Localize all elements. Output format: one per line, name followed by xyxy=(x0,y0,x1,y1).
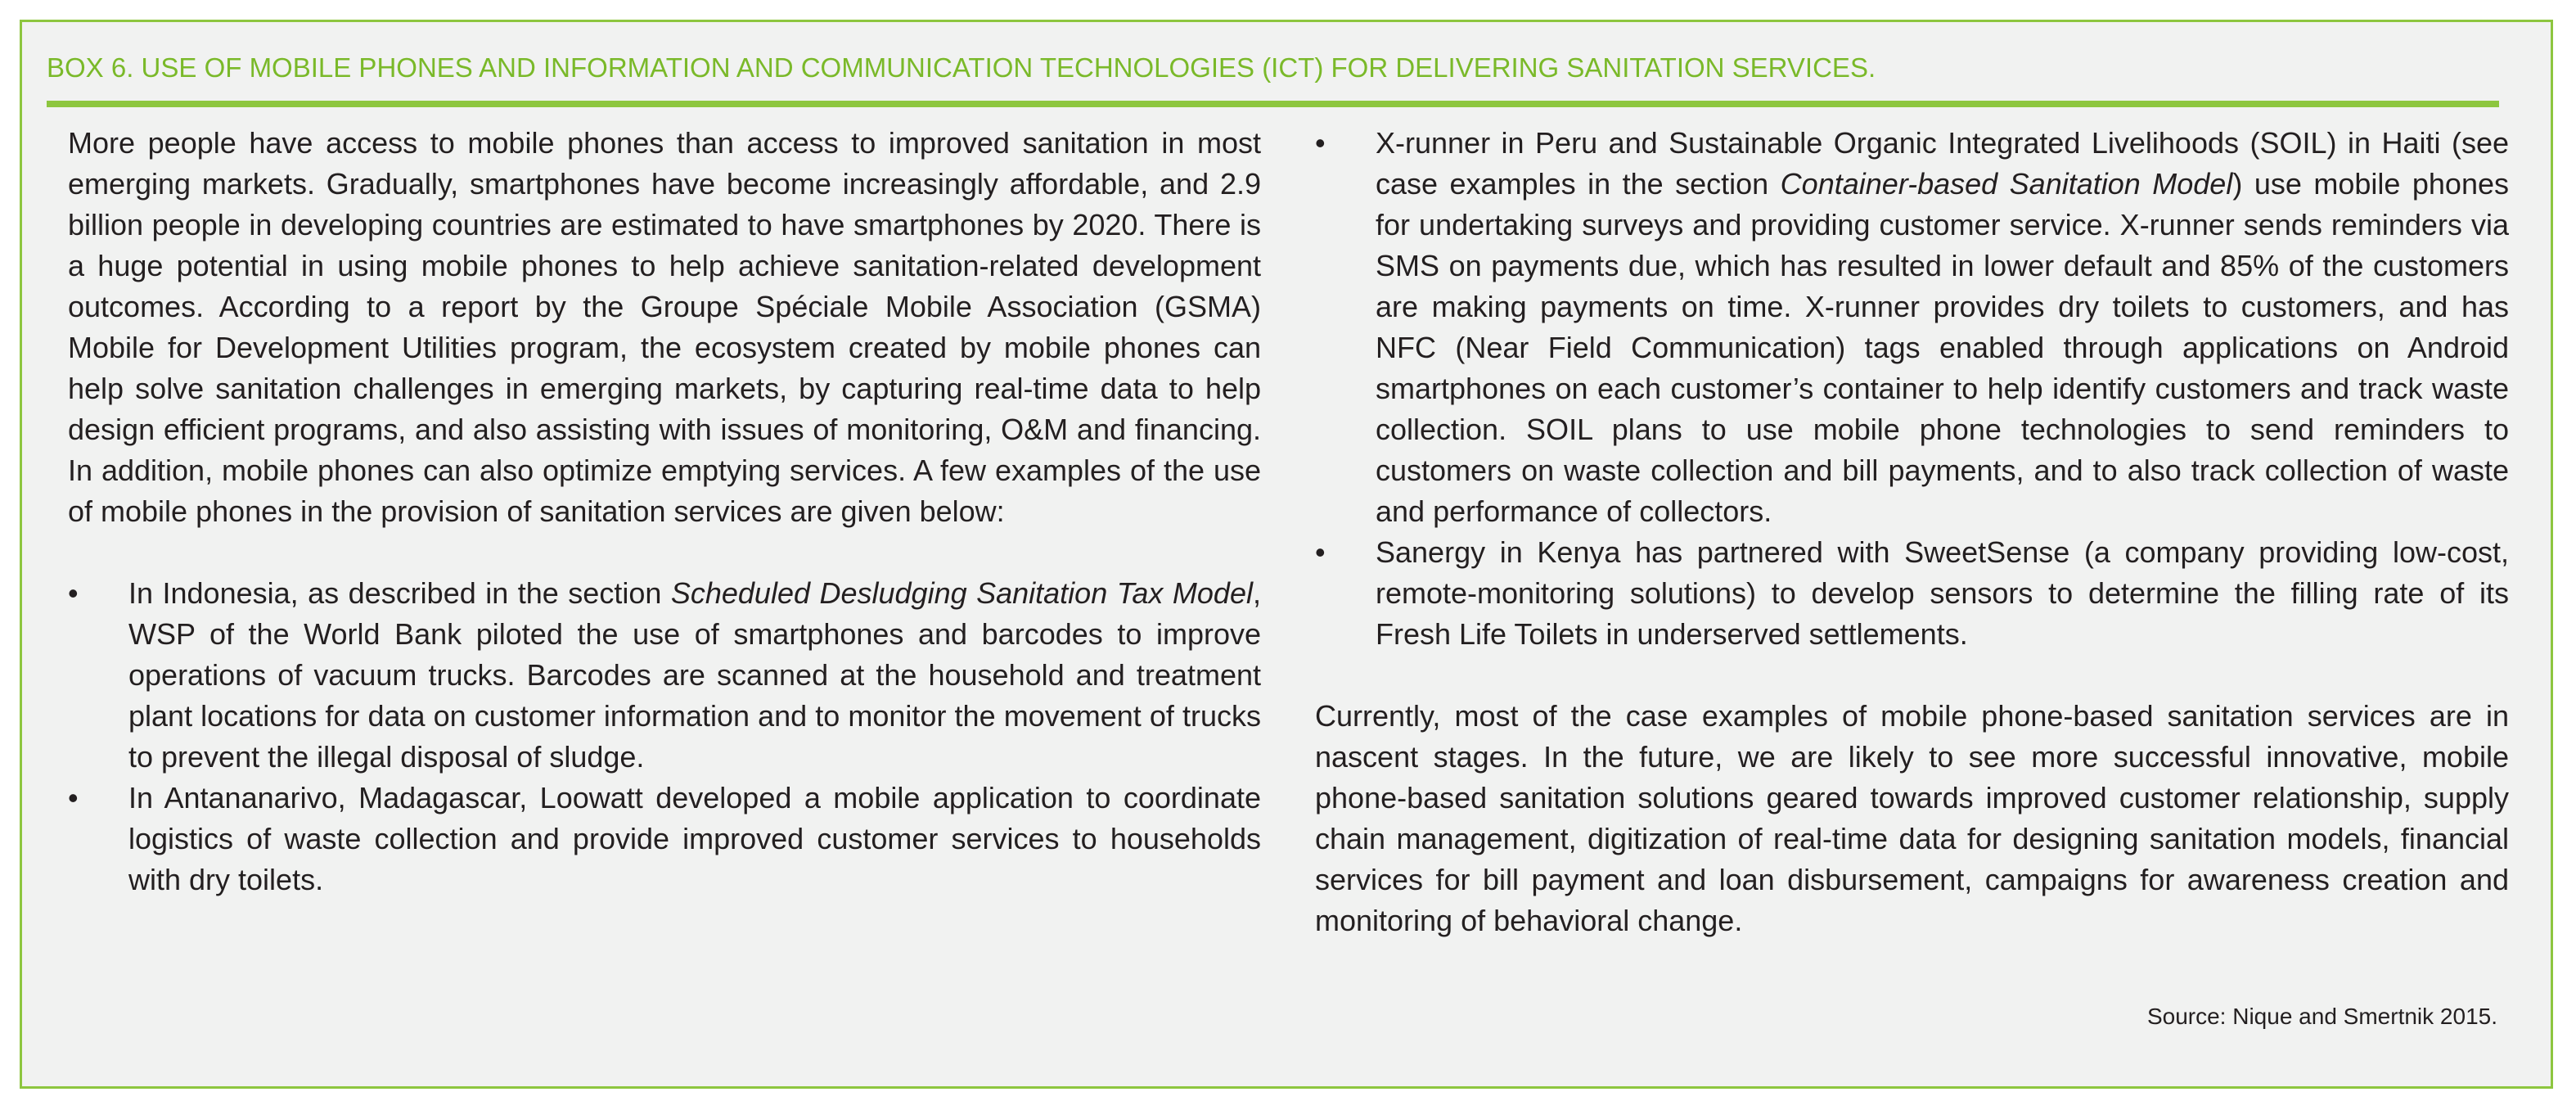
paragraph-gap xyxy=(1315,655,2509,696)
bullet-italic-text: Container-based Sanitation Model xyxy=(1780,167,2233,201)
paragraph-gap xyxy=(68,532,1261,573)
bullet-item-sanergy xyxy=(1315,532,2509,655)
box-title: BOX 6. USE OF MOBILE PHONES AND INFORMATION AND COMMUNICATION TECHNOLOGIES (ICT) FOR DELIVERING SANITATION SERVICES. xyxy=(47,52,1876,83)
bullet-text: In Indonesia, as described in the section xyxy=(128,576,671,610)
right-column xyxy=(1315,123,2509,941)
bullet-text-cont: , WSP of the World Bank piloted the use of smartphones and barcodes to improve operations of vacuum trucks. Barcodes are scanned at the household and treatment plant locations for data on customer information and to monitor the movement of trucks to prevent the illegal disposal of sludge. xyxy=(128,576,1261,774)
right-bullet-list xyxy=(1315,123,2509,655)
bullet-text: Sanergy in Kenya has partnered with SweetSense (a company providing low-cost, remote-monitoring solutions) to develop sensors to determine the filling rate of its Fresh Life Toilets in underserved settlements. xyxy=(1376,535,2509,651)
bullet-marker: • xyxy=(68,576,79,610)
bullet-text: In Antananarivo, Madagascar, Loowatt developed a mobile application to coordinate logistics of waste collection and provide improved customer services to households with dry toilets. xyxy=(128,781,1261,896)
bullet-italic-text: Scheduled Desludging Sanitation Tax Model xyxy=(670,576,1253,610)
bullet-item-indonesia xyxy=(68,573,1261,778)
bullet-marker: • xyxy=(1315,535,1326,569)
left-bullet-list xyxy=(68,573,1261,900)
bullet-item-madagascar xyxy=(68,778,1261,900)
bullet-marker: • xyxy=(1315,126,1326,160)
bullet-marker: • xyxy=(68,781,79,814)
title-rule xyxy=(47,101,2499,107)
intro-paragraph: More people have access to mobile phones than access to improved sanitation in most emerging markets. Gradually, smartphones have become increasingly affordable, and 2.9 billion people in developing countries are estimated to have smartphones by 2020. There is a huge potential in using mobile phones to help achieve sanitation-related development outcomes. According to a report by the Groupe Spéciale Mobile Association (GSMA) Mobile for Development Utilities program, the ecosystem created by mobile phones can help solve sanitation challenges in emerging markets, by capturing real-time data to help design efficient programs, and also assisting with issues of monitoring, O&M and financing. In addition, mobile phones can also optimize emptying services. A few examples of the use of mobile phones in the provision of sanitation services are given below: xyxy=(68,126,1261,528)
left-column xyxy=(68,123,1261,900)
source-citation: Source: Nique and Smertnik 2015. xyxy=(2146,1004,2497,1029)
bullet-item-xrunner xyxy=(1315,123,2509,532)
bullet-text-cont: ) use mobile phones for undertaking surveys and providing customer service. X-runner sends reminders via SMS on payments due, which has resulted in lower default and 85% of the customers are making payments on time. X-runner provides dry toilets to customers, and has NFC (Near Field Communication) tags enabled through applications on Android smartphones on each customer’s container to help identify customers and track waste collection. SOIL plans to use mobile phone technologies to send reminders to customers on waste collection and bill payments, and to also track collection of waste and performance of collectors. xyxy=(1376,167,2509,528)
bullet-text: X-runner in Peru and Sustainable Organic Integrated Livelihoods (SOIL) in Haiti (see case examples in the section xyxy=(1376,126,2509,201)
closing-paragraph: Currently, most of the case examples of mobile phone-based sanitation services are in nascent stages. In the future, we are likely to see more successful innovative, mobile phone-based sanitation solutions geared towards improved customer relationship, supply chain management, digitization of real-time data for designing sanitation models, financial services for bill payment and loan disbursement, campaigns for awareness creation and monitoring of behavioral change. xyxy=(1315,699,2509,937)
